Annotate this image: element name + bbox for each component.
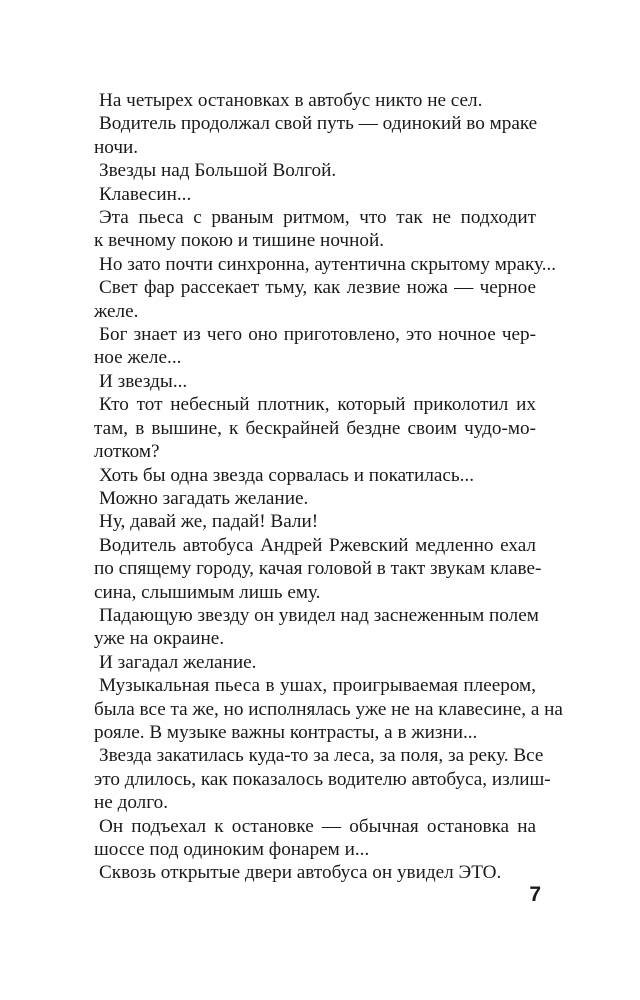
paragraph — [94, 370, 536, 393]
text-line: там, в вышине, к бескрайней бездне своим чудо-мо- — [94, 417, 536, 439]
paragraph — [94, 534, 542, 604]
body-text — [94, 89, 563, 885]
text-line: Кто тот небесный плотник, который приколотил их — [99, 394, 536, 416]
paragraph — [94, 159, 536, 182]
paragraph — [94, 674, 563, 744]
paragraph — [94, 183, 536, 206]
text-line: не долго. — [94, 792, 169, 814]
text-line: уже на окраине. — [94, 628, 225, 650]
text-line: Звезда закатилась куда-то за леса, за поля, за реку. Все — [99, 745, 544, 767]
paragraph — [94, 393, 536, 463]
text-line: Падающую звезду он увидел над заснеженным полем — [99, 604, 539, 626]
paragraph — [94, 815, 536, 862]
text-line: Свет фар рассекает тьму, как лезвие ножа — черное — [99, 277, 536, 299]
paragraph — [94, 464, 536, 487]
text-line: шоссе под одиноким фонарем и... — [94, 839, 370, 860]
text-line: была все та же, но исполнялась уже не на клавесине, а на — [94, 698, 563, 720]
text-line: сина, слышимым лишь ему. — [94, 581, 321, 603]
text-line: И звезды... — [99, 370, 188, 392]
page-number: 7 — [529, 883, 541, 906]
text-line: желе. — [94, 300, 139, 322]
text-line: Бог знает из чего оно приготовлено, это ночное чер- — [99, 324, 536, 346]
paragraph — [94, 89, 536, 112]
text-line: Но зато почти синхронна, аутентична скрытому мраку... — [99, 253, 557, 275]
text-line: это длилось, как показалось водителю автобуса, излиш- — [94, 768, 551, 790]
paragraph — [94, 744, 551, 814]
text-line: Водитель автобуса Андрей Ржевский медленно ехал — [99, 534, 536, 556]
paragraph — [94, 253, 557, 276]
text-line: На четырех остановках в автобус никто не сел. — [99, 90, 483, 111]
paragraph — [94, 651, 536, 674]
text-line: рояле. В музыке важны контрасты, а в жизни... — [94, 721, 478, 743]
text-line: Водитель продолжал свой путь — одинокий во мраке — [99, 113, 538, 135]
text-line: Ну, давай же, падай! Вали! — [99, 511, 319, 533]
text-line: И загадал желание. — [99, 651, 257, 673]
paragraph — [94, 861, 536, 884]
paragraph — [94, 323, 536, 370]
text-line: Сквозь открытые двери автобуса он увидел ЭТО. — [99, 862, 502, 884]
paragraph — [94, 112, 536, 159]
text-line: Можно загадать желание. — [99, 487, 309, 509]
text-line: к вечному покою и тишине ночной. — [94, 230, 385, 252]
text-line: Звезды над Большой Волгой. — [99, 160, 337, 182]
paragraph — [94, 487, 536, 510]
paragraph — [94, 510, 536, 533]
text-line: лотком? — [94, 441, 160, 463]
paragraph — [94, 604, 539, 651]
text-line: Он подъехал к остановке — обычная остановка на — [99, 815, 536, 837]
text-line: Музыкальная пьеса в ушах, проигрываемая плеером, — [99, 675, 536, 697]
text-line: ное желе... — [94, 347, 182, 369]
paragraph — [94, 276, 536, 323]
text-line: Клавесин... — [99, 183, 192, 205]
paragraph — [94, 206, 536, 253]
text-line: Эта пьеса с рваным ритмом, что так не подходит — [99, 207, 536, 229]
text-line: ночи. — [94, 136, 139, 158]
text-line: по спящему городу, качая головой в такт звукам клаве- — [94, 558, 542, 580]
text-line: Хоть бы одна звезда сорвалась и покатилась... — [99, 464, 475, 486]
